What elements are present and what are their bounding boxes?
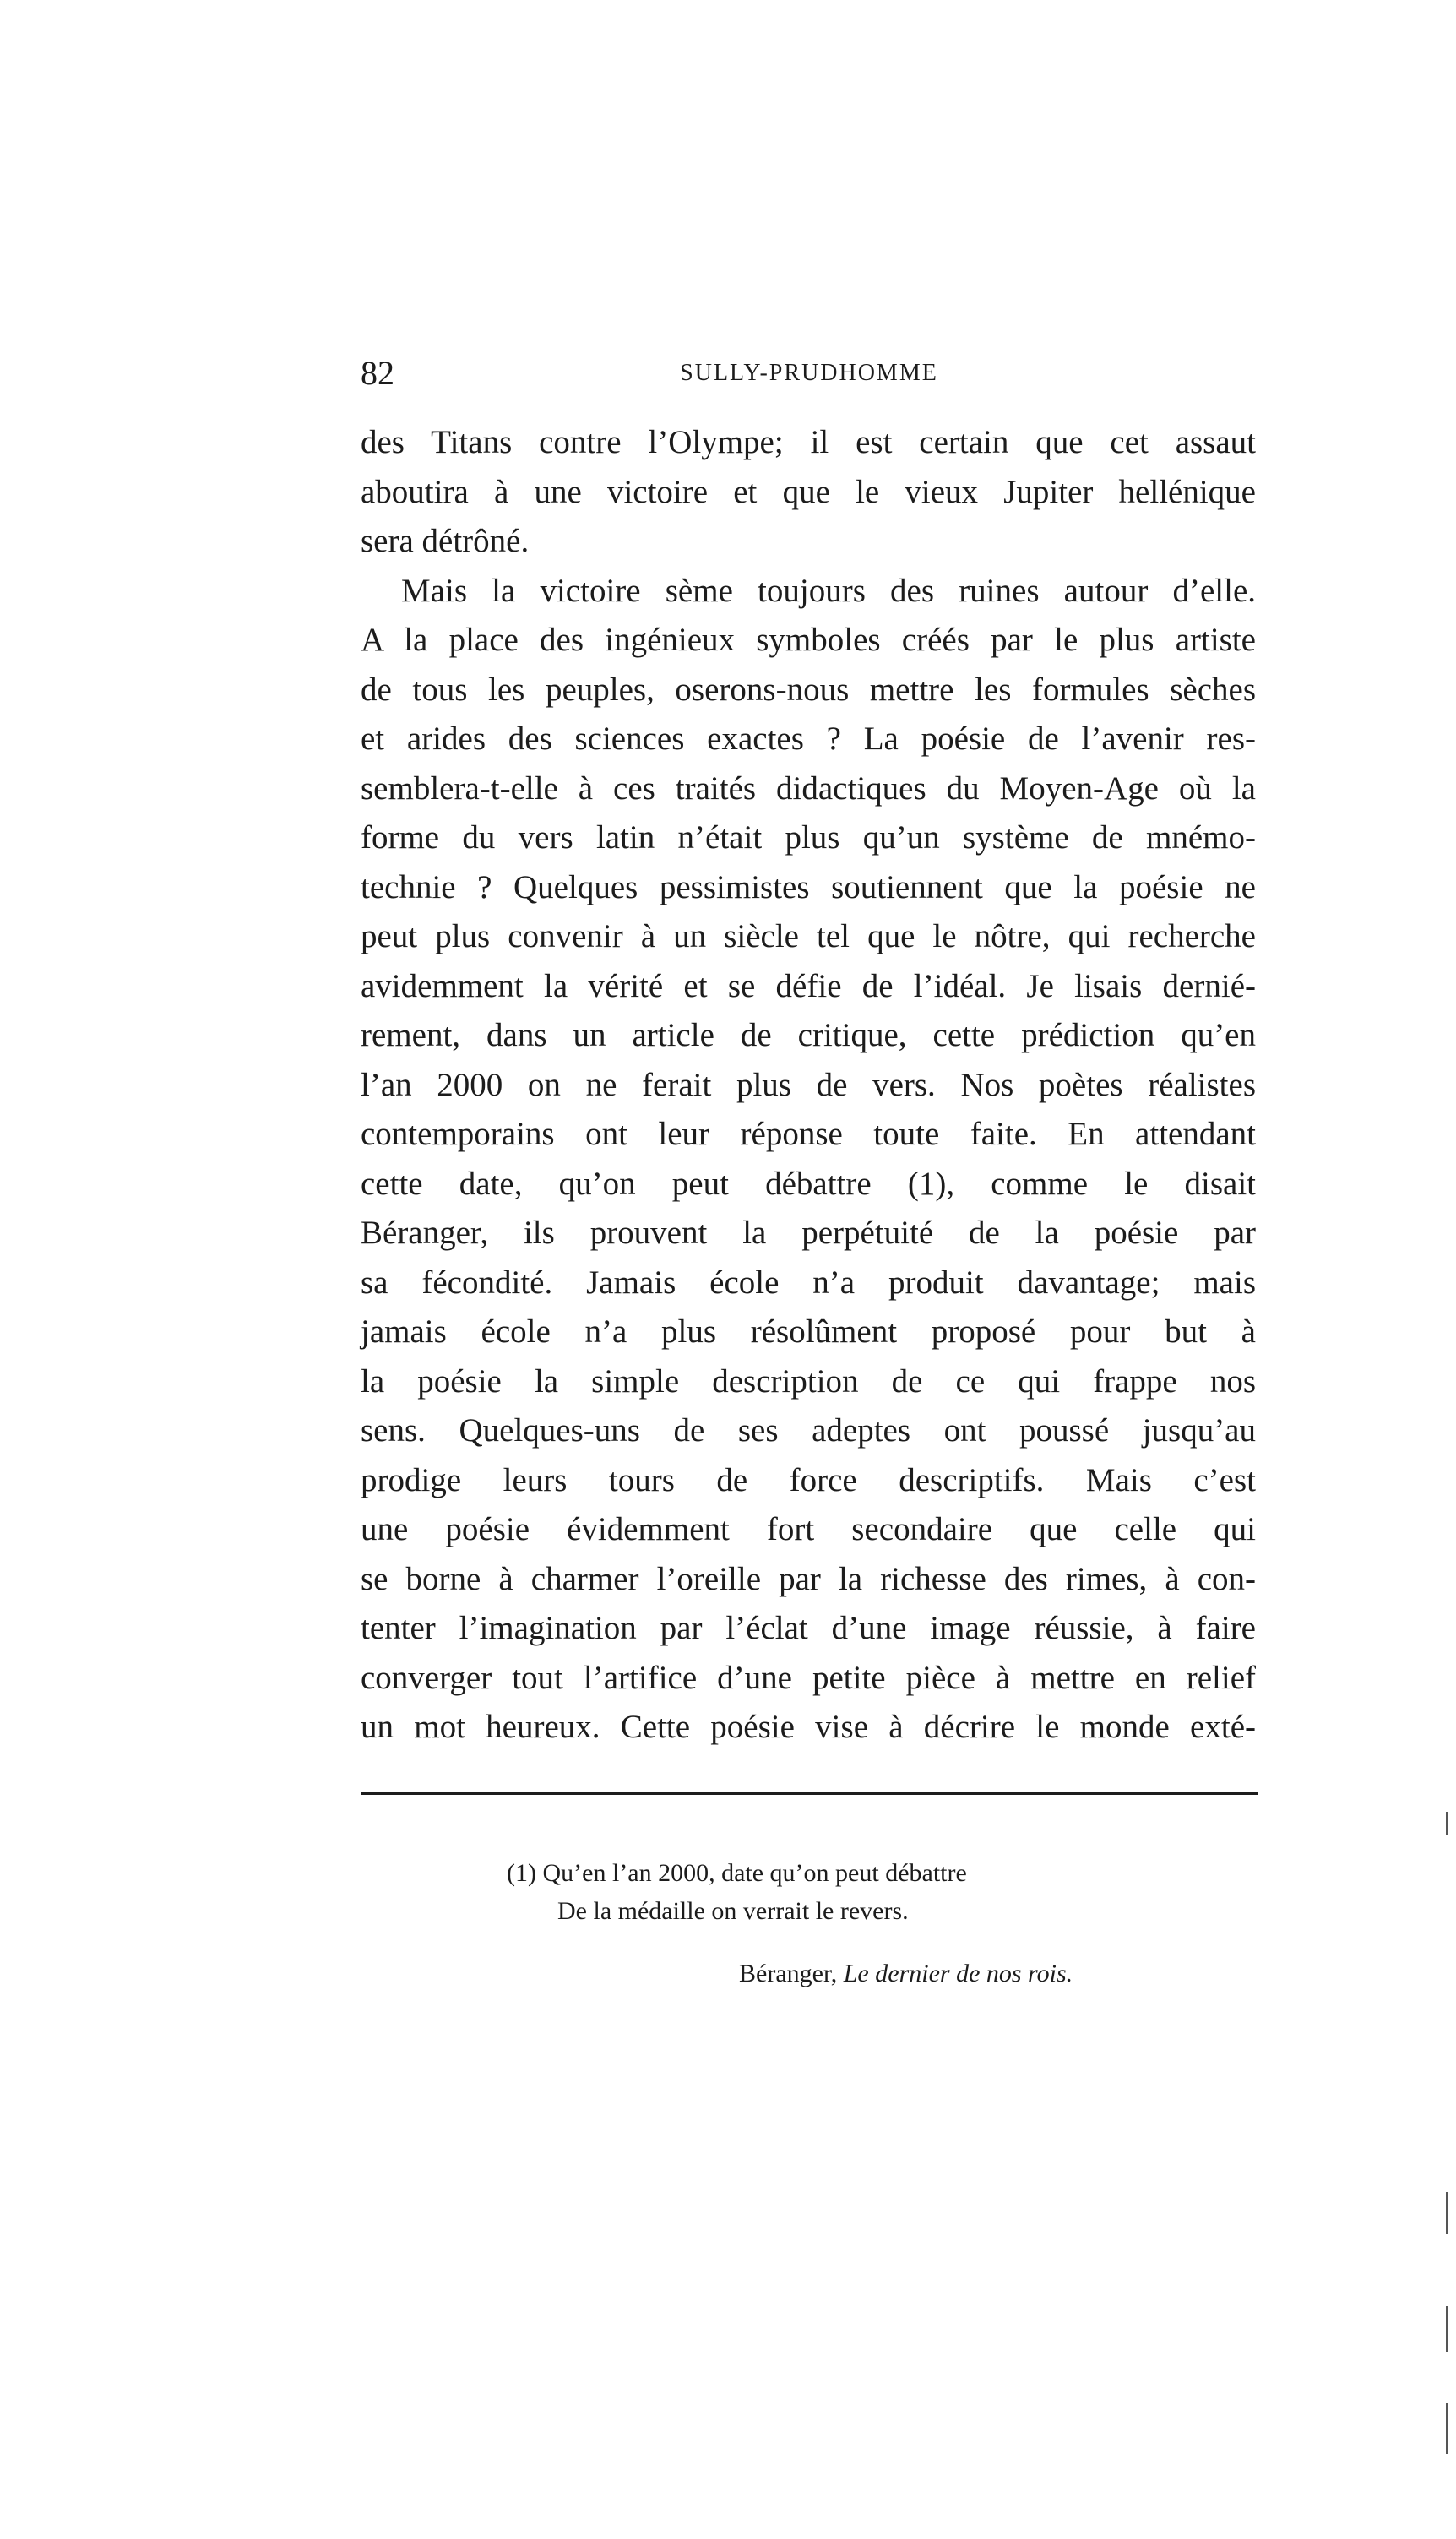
footnote-marker: (1) xyxy=(507,1859,536,1887)
text-line: avidemment la vérité et se défie de l’idéal. Je lisais dernié- xyxy=(361,967,1256,1004)
text-line: semblera-t-elle à ces traités didactiques du Moyen-Age où la xyxy=(361,769,1256,807)
scan-edge-mark xyxy=(1446,2403,1448,2454)
text-line: aboutira à une victoire et que le vieux Jupiter hellénique xyxy=(361,473,1256,510)
text-line: une poésie évidemment fort secondaire que celle qui xyxy=(361,1511,1256,1547)
text-line: un mot heureux. Cette poésie vise à décrire le monde exté- xyxy=(361,1709,1256,1745)
text-line: et arides des sciences exactes ? La poésie de l’avenir res- xyxy=(361,720,1256,757)
text-line: se borne à charmer l’oreille par la richesse des rimes, à con- xyxy=(361,1560,1256,1597)
text-line: tenter l’imagination par l’éclat d’une image réussie, à faire xyxy=(361,1610,1256,1646)
attribution-author: Béranger, xyxy=(739,1960,838,1987)
text-line: forme du vers latin n’était plus qu’un système de mnémo- xyxy=(361,819,1256,856)
attribution-title: Le dernier de nos rois. xyxy=(843,1960,1073,1987)
page-header xyxy=(361,353,1258,404)
scan-edge-mark xyxy=(1446,2192,1448,2234)
text-line: rement, dans un article de critique, cette prédiction qu’en xyxy=(361,1017,1256,1053)
footnote-verse-1: Qu’en l’an 2000, date qu’on peut débattre xyxy=(542,1859,967,1887)
text-line: jamais école n’a plus résolûment proposé pour but à xyxy=(361,1313,1256,1350)
text-line: de tous les peuples, oserons-nous mettre les formules sèches xyxy=(361,671,1256,708)
footnote-verse-2: De la médaille on verrait le revers. xyxy=(557,1897,909,1925)
footnote-line-1 xyxy=(507,1854,1149,1892)
text-line: sera détrôné. xyxy=(361,523,530,559)
text-line: Béranger, ils prouvent la perpétuité de la poésie par xyxy=(361,1215,1256,1251)
scan-edge-mark xyxy=(1446,2306,1448,2352)
text-line: peut plus convenir à un siècle tel que le nôtre, qui recherche xyxy=(361,918,1256,954)
running-head: SULLY-PRUDHOMME xyxy=(680,360,938,386)
text-line: converger tout l’artifice d’une petite pièce à mettre en relief xyxy=(361,1659,1256,1696)
footnote-rule xyxy=(361,1792,1258,1795)
text-line: cette date, qu’on peut débattre (1), comme le disait xyxy=(361,1165,1256,1202)
text-line: A la place des ingénieux symboles créés par le plus artiste xyxy=(361,622,1256,658)
text-line: l’an 2000 on ne ferait plus de vers. Nos poètes réalistes xyxy=(361,1066,1256,1103)
page-number: 82 xyxy=(361,354,394,392)
scan-edge-mark xyxy=(1446,1812,1448,1835)
body-text xyxy=(361,418,1256,1753)
text-line: Mais la victoire sème toujours des ruines autour d’elle. xyxy=(401,572,1256,609)
text-line: contemporains ont leur réponse toute faite. En attendant xyxy=(361,1116,1256,1152)
footnote-attribution xyxy=(739,1960,1073,1988)
text-line: sa fécondité. Jamais école n’a produit davantage; mais xyxy=(361,1264,1256,1301)
text-line: la poésie la simple description de ce qui frappe nos xyxy=(361,1362,1256,1400)
text-line: technie ? Quelques pessimistes soutiennent que la poésie ne xyxy=(361,868,1256,905)
text-line: prodige leurs tours de force descriptifs. Mais c’est xyxy=(361,1461,1256,1498)
text-line: des Titans contre l’Olympe; il est certain que cet assaut xyxy=(361,424,1256,460)
footnote xyxy=(507,1854,1149,1930)
text-line: sens. Quelques-uns de ses adeptes ont poussé jusqu’au xyxy=(361,1412,1256,1449)
